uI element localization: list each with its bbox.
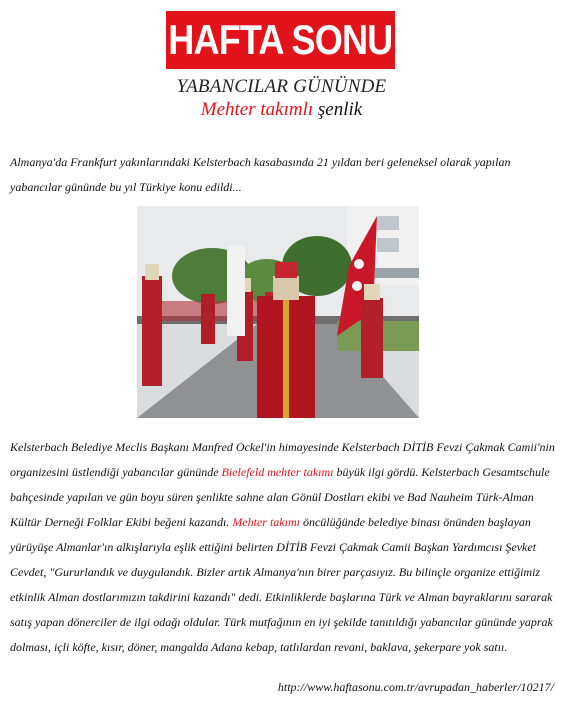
subtitle-rest: şenlik	[313, 99, 363, 120]
source-url: http://www.haftasonu.com.tr/avrupadan_haberler/10217/	[277, 680, 554, 694]
body-highlight-2: Mehter takımı	[232, 515, 300, 529]
lead-paragraph: Almanya'da Frankfurt yakınlarındaki Kelsterbach kasabasında 21 yıldan beri geleneksel olarak yapılan yabancılar gününde bu yıl Türkiye konu edildi...	[10, 155, 511, 194]
masthead-logo	[166, 11, 395, 69]
body-text-2: büyük ilgi gördü. Kelsterbach Gesamtschule bahçesinde yapılan ve gün boyu süren şenlikte sahne alan Gönül Dostları ekibi ve Bad Nauheim Türk-Alman Kültür Derneği Folklar Ekibi beğeni kazandı.	[10, 465, 550, 529]
article-body	[10, 435, 555, 660]
headline-title: YABANCILAR GÜNÜNDE	[176, 76, 387, 97]
body-text-1: Kelsterbach Belediye Meclis Başkanı Manfred Ockel'in himayesinde Kelsterbach DİTİB Fevzi Çakmak Camii'nin organizesini üstlendiği yabancılar gününde	[10, 440, 555, 479]
article-photo	[137, 206, 419, 418]
body-text-3: öncülüğünde belediye binası önünden başlayan yürüyüşe Almanlar'ın alkışlarıyla eşlik ettiğini belirten DİTİB Fevzi Çakmak Camii Başkan Yardımcısı Şevket Cevdet, "Gururlandık ve duygulandık. Bizler artık Almanya'nın birer parçasıyız. Bu bilinçle organize ettiğimiz etkinlik Alman dostlarımızın takdirini kazandı" dedi. Etkinliklerde başlarına Türk ve Alman bayraklarını sararak satış yapan dönerciler de ilgi odağı oldular. Türk mutfağının en iyi şekilde tanıtıldığı yabancılar gününde yaprak dolması, içli köfte, kısır, döner, mangalda Adana kebap, tatlılardan revani, baklava, şekerpare yok satıı.	[10, 515, 553, 654]
logo-text: HAFTA SONU	[168, 16, 393, 63]
headline-subtitle	[0, 99, 563, 121]
subtitle-highlight: Mehter takımlı	[200, 99, 314, 120]
parade-photo-illustration	[137, 206, 419, 418]
body-highlight-1: Bielefeld mehter takımı	[221, 465, 334, 479]
